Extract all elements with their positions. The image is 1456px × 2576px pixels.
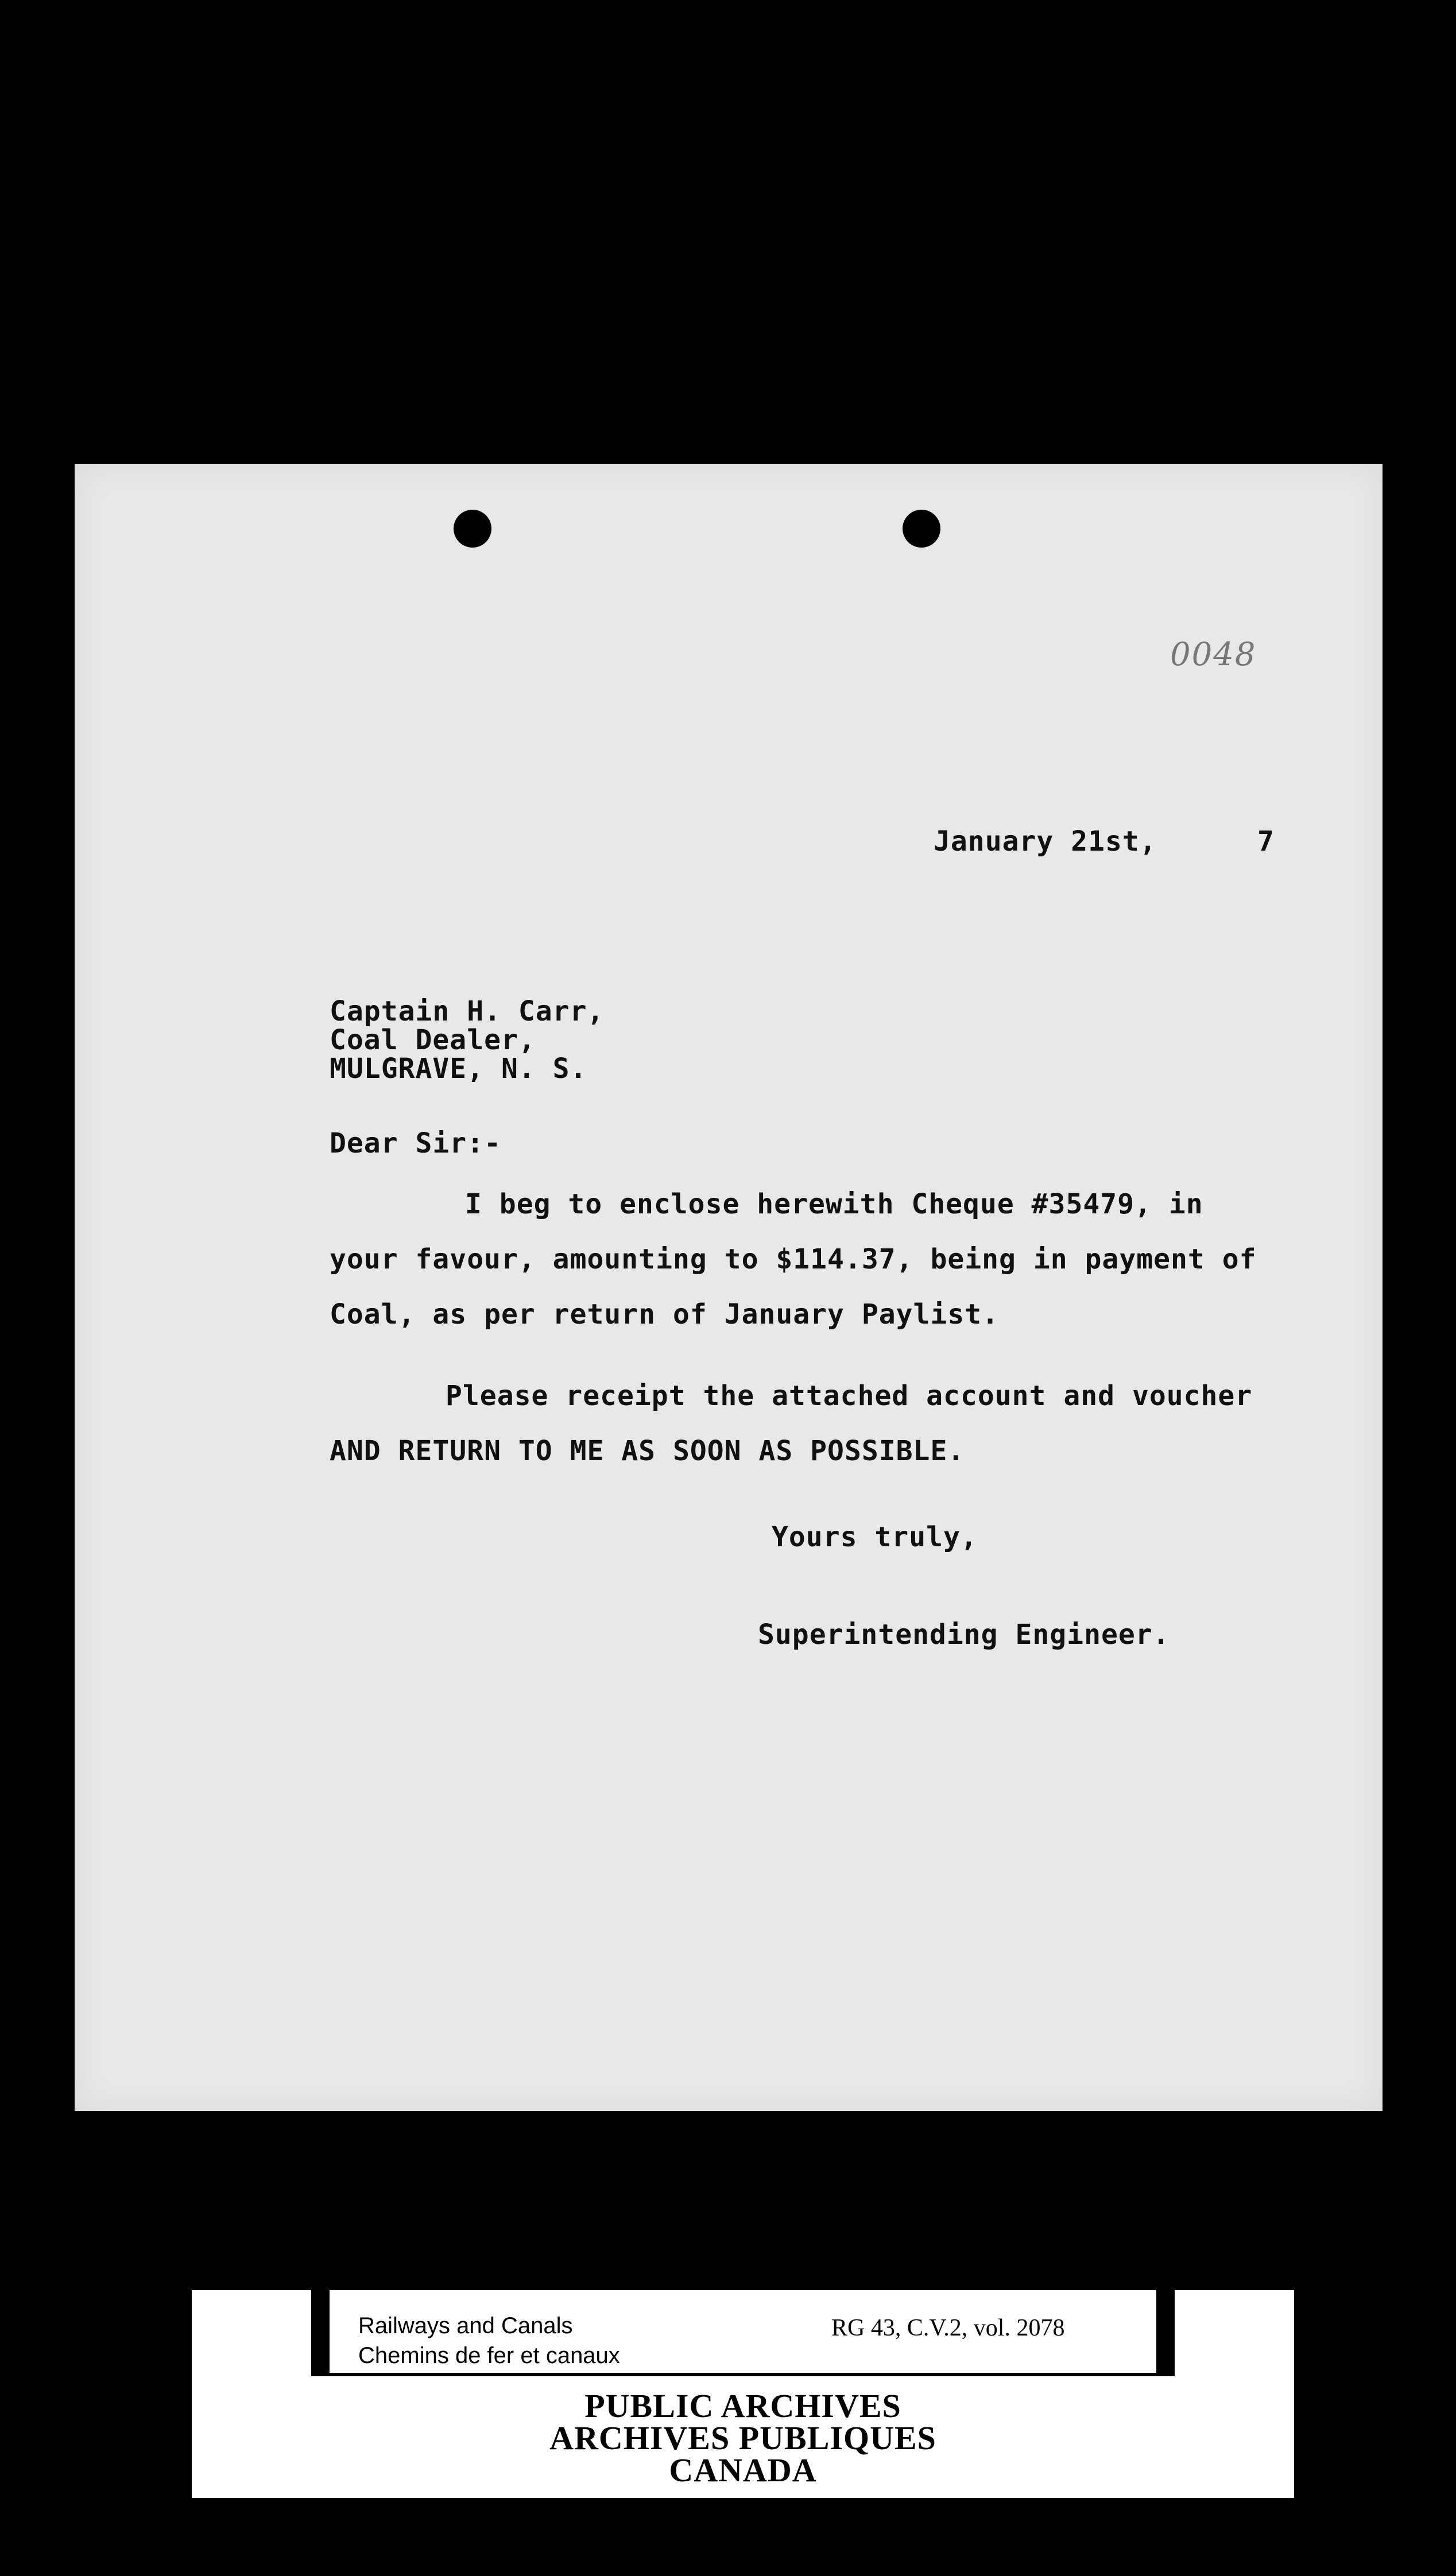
- letter-page: [75, 464, 1383, 2111]
- date-mark: 7: [1257, 825, 1275, 858]
- archive-name-line: CANADA: [669, 2451, 817, 2489]
- archive-reference: RG 43, C.V.2, vol. 2078: [831, 2315, 1065, 2341]
- punch-hole-left: [454, 510, 491, 548]
- punch-hole-right: [903, 510, 940, 548]
- closing: Yours truly,: [772, 1521, 978, 1553]
- series-french: Chemins de fer et canaux: [358, 2343, 620, 2368]
- archive-name-line: ARCHIVES PUBLIQUES: [549, 2419, 936, 2457]
- body-line: Coal, as per return of January Paylist.: [330, 1298, 1000, 1330]
- archive-name-line: PUBLIC ARCHIVES: [584, 2387, 901, 2424]
- signature-title: Superintending Engineer.: [758, 1619, 1170, 1651]
- salutation: Dear Sir:-: [330, 1127, 501, 1159]
- address-line: Coal Dealer,: [330, 1024, 536, 1056]
- address-line: Captain H. Carr,: [330, 995, 605, 1027]
- body-line: AND RETURN TO ME AS SOON AS POSSIBLE.: [330, 1435, 965, 1467]
- address-line: MULGRAVE, N. S.: [330, 1053, 587, 1085]
- body-line: I beg to enclose herewith Cheque #35479, in: [465, 1188, 1203, 1220]
- body-line: your favour, amounting to $114.37, being in payment of: [330, 1243, 1257, 1275]
- body-line: Please receipt the attached account and voucher: [446, 1380, 1253, 1412]
- archive-label: [192, 2290, 1294, 2498]
- series-english: Railways and Canals: [358, 2313, 573, 2338]
- letter-date: January 21st,: [934, 825, 1157, 858]
- folio-number: 0048: [1170, 636, 1257, 673]
